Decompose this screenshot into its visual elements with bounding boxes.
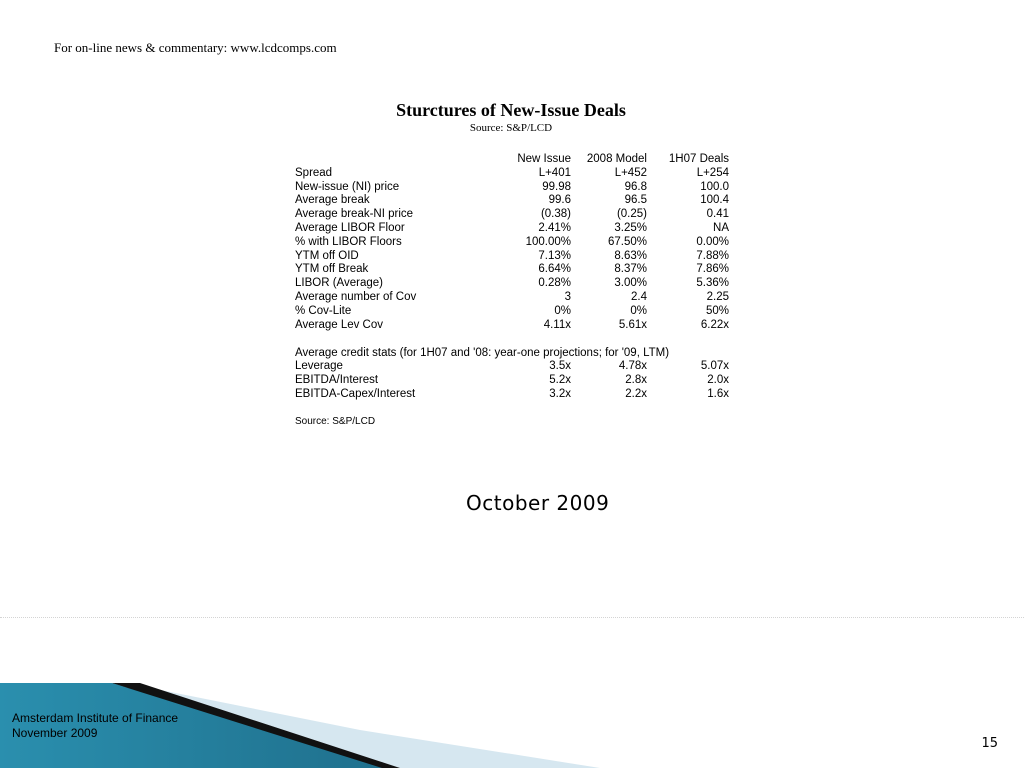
footer-date: November 2009	[12, 726, 98, 740]
table-cell: 0%	[630, 304, 647, 317]
column-header	[295, 153, 495, 167]
table-cell: 5.36%	[696, 277, 729, 290]
table-cell: L+452	[614, 166, 647, 179]
page-subtitle: Source: S&P/LCD	[469, 122, 553, 134]
table-cell: 100.4	[700, 194, 729, 207]
table-row	[295, 305, 729, 319]
table-cell: 50%	[705, 304, 729, 317]
row-label: Average Lev Cov	[295, 318, 384, 331]
table-cell: 0%	[554, 304, 571, 317]
table-cell: 0.28%	[538, 277, 571, 290]
table-cell: 4.11x	[543, 318, 571, 331]
header-source-line: For on-line news & commentary: www.lcdcomps.com	[54, 40, 337, 55]
table-cell: 0.41	[706, 208, 729, 221]
table-cell: 3.5x	[549, 360, 571, 373]
table-row	[295, 167, 729, 181]
table-cell: 2.4	[631, 290, 647, 303]
table-cell: 5.2x	[549, 374, 571, 387]
credit-stats-heading: Average credit stats (for 1H07 and '08: year-one projections; for '09, LTM)	[295, 347, 670, 360]
table-cell: 2.0x	[707, 374, 729, 387]
table-row	[295, 194, 729, 208]
table-cell: L+401	[538, 166, 571, 179]
table-cell: 99.6	[548, 194, 571, 207]
page-number: 15	[981, 736, 998, 751]
row-label: % with LIBOR Floors	[295, 235, 402, 248]
row-label: EBITDA-Capex/Interest	[295, 387, 416, 400]
table-cell: 96.5	[624, 194, 647, 207]
table-row	[295, 319, 729, 333]
table-cell: 8.37%	[614, 263, 647, 276]
row-label: Average break-NI price	[295, 208, 414, 221]
column-header: New Issue	[517, 153, 571, 165]
table-cell: 100.0	[700, 180, 729, 193]
row-label: % Cov-Lite	[295, 304, 352, 317]
table-cell: 100.00%	[525, 235, 571, 248]
row-label: New-issue (NI) price	[295, 180, 400, 193]
table-cell: 3.00%	[614, 277, 647, 290]
slide-date: October 2009	[466, 491, 610, 515]
table-cell: 1.6x	[707, 387, 729, 400]
table-row	[295, 291, 729, 305]
table-cell: (0.38)	[540, 208, 571, 221]
row-label: Average number of Cov	[295, 290, 417, 303]
row-label: YTM off Break	[295, 263, 369, 276]
table-source-note: Source: S&P/LCD	[295, 415, 376, 427]
table-cell: 8.63%	[614, 249, 647, 262]
table-cell: 3.25%	[614, 221, 647, 234]
table-cell: 7.88%	[696, 249, 729, 262]
table-row	[295, 263, 729, 277]
table-cell: 2.2x	[625, 387, 647, 400]
table-cell: 2.25	[706, 290, 729, 303]
table-header-row	[295, 153, 729, 167]
divider	[0, 617, 1024, 618]
deal-structures-table	[295, 153, 729, 332]
table-cell: 5.61x	[618, 318, 647, 331]
column-header: 1H07 Deals	[668, 153, 729, 165]
table-cell: NA	[713, 221, 729, 234]
table-row	[295, 222, 729, 236]
credit-row	[295, 374, 729, 388]
credit-row	[295, 360, 729, 374]
page-title: Sturctures of New-Issue Deals	[396, 100, 626, 120]
deal-structures-table-container	[295, 153, 729, 427]
row-label: LIBOR (Average)	[295, 277, 383, 290]
row-label: Average LIBOR Floor	[295, 221, 405, 234]
table-cell: L+254	[696, 166, 729, 179]
footer-organization: Amsterdam Institute of Finance	[12, 711, 179, 725]
row-label: YTM off OID	[295, 249, 359, 262]
credit-stats-body	[295, 360, 729, 401]
credit-stats-table	[295, 360, 729, 401]
table-row	[295, 208, 729, 222]
table-cell: 7.86%	[696, 263, 729, 276]
table-cell: 3	[564, 290, 571, 303]
table-body	[295, 167, 729, 333]
table-cell: (0.25)	[616, 208, 647, 221]
table-cell: 99.98	[542, 180, 571, 193]
credit-row	[295, 388, 729, 402]
table-row	[295, 181, 729, 195]
table-cell: 7.13%	[538, 249, 571, 262]
table-cell: 0.00%	[696, 235, 729, 248]
table-row	[295, 250, 729, 264]
table-cell: 3.2x	[549, 387, 571, 400]
column-header: 2008 Model	[586, 153, 647, 165]
table-cell: 6.22x	[700, 318, 729, 331]
row-label: EBITDA/Interest	[295, 374, 379, 387]
table-cell: 2.41%	[538, 221, 571, 234]
table-cell: 6.64%	[538, 263, 571, 276]
row-label: Average break	[295, 194, 370, 207]
table-cell: 67.50%	[607, 235, 647, 248]
table-cell: 96.8	[624, 180, 647, 193]
row-label: Spread	[295, 166, 333, 179]
table-cell: 2.8x	[625, 374, 647, 387]
table-row	[295, 236, 729, 250]
table-row	[295, 277, 729, 291]
table-cell: 4.78x	[618, 360, 647, 373]
row-label: Leverage	[295, 360, 343, 373]
table-cell: 5.07x	[700, 360, 729, 373]
